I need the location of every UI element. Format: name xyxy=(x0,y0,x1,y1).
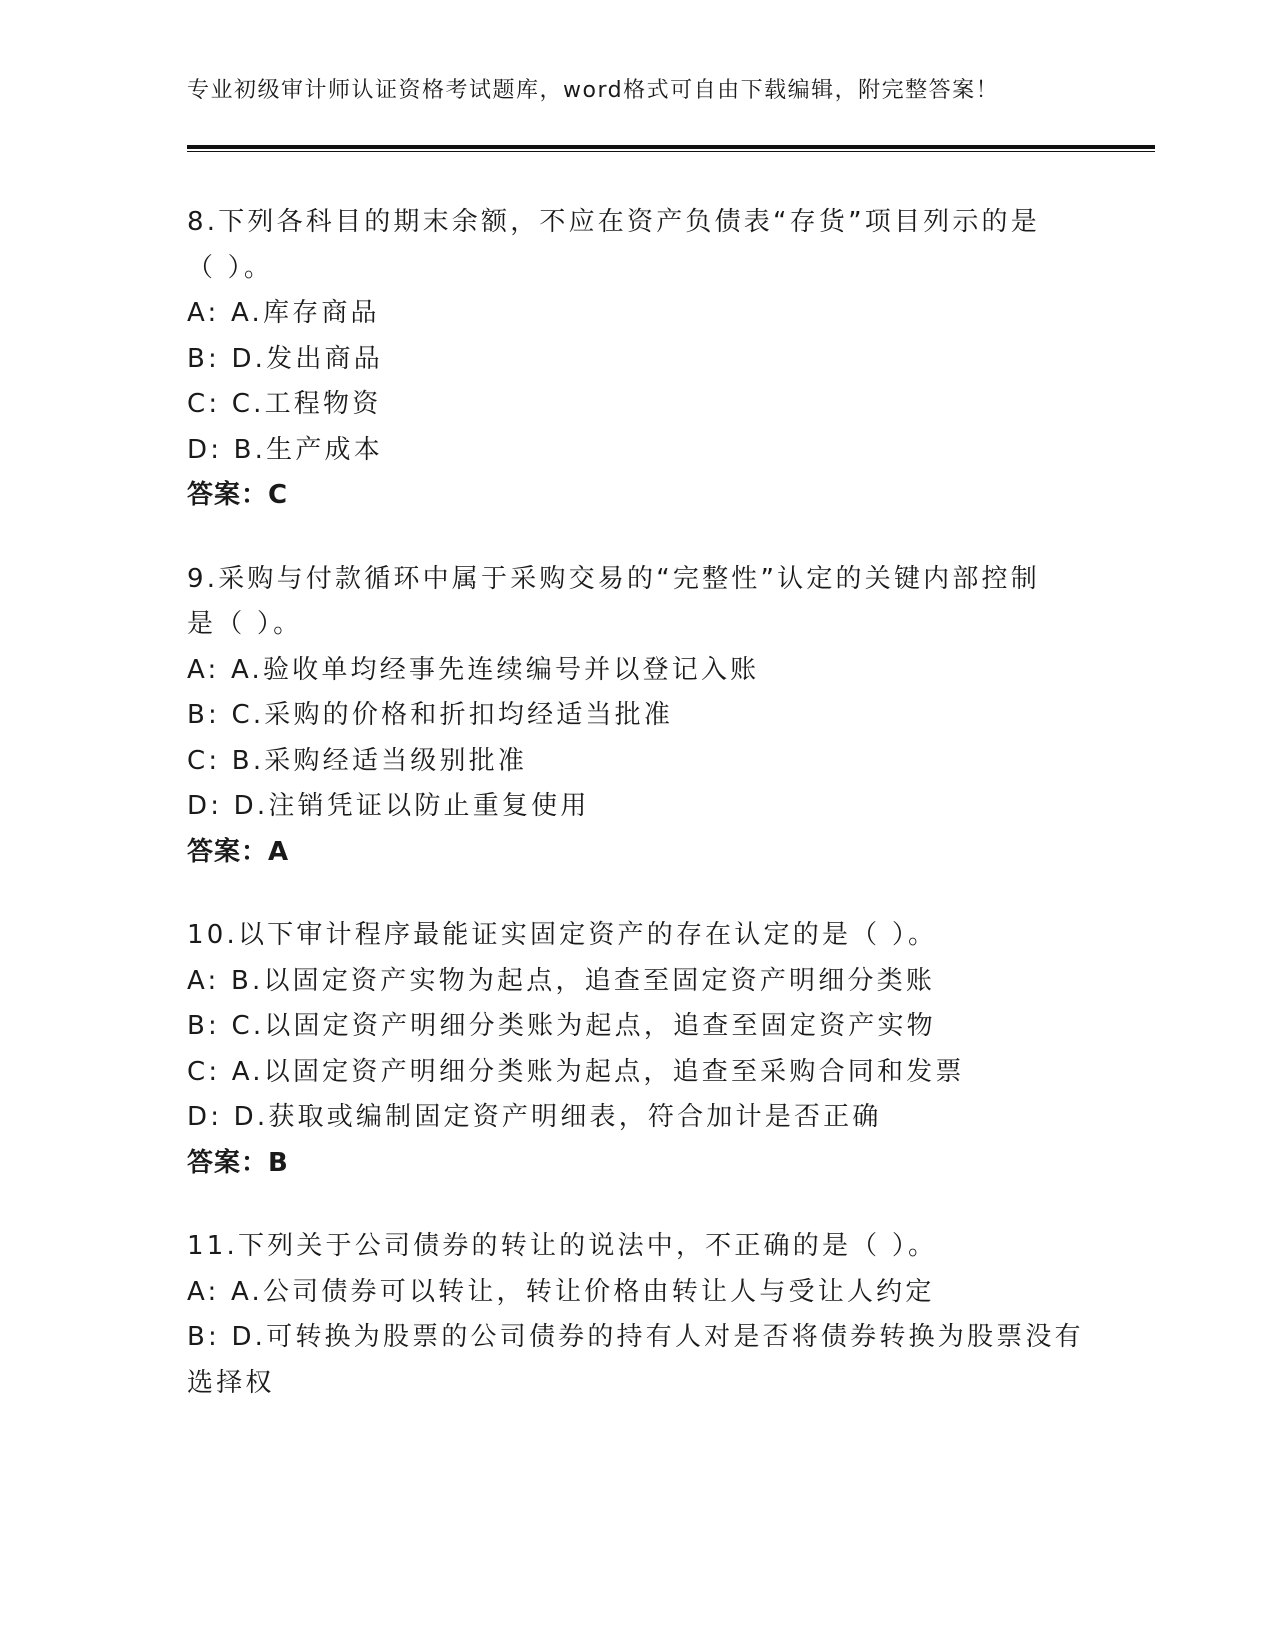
page-header: 专业初级审计师认证资格考试题库，word格式可自由下载编辑，附完整答案！ xyxy=(187,78,1000,103)
question-10 xyxy=(187,913,1087,1186)
option-c: C: C.工程物资 xyxy=(187,389,382,419)
option-b: B: D.可转换为股票的公司债券的持有人对是否将债券转换为股票没有 xyxy=(187,1322,1084,1352)
option-a: A: B.以固定资产实物为起点，追查至固定资产明细分类账 xyxy=(187,965,936,996)
answer: 答案：C xyxy=(187,480,289,510)
option-a: A: A.验收单均经事先连续编号并以登记入账 xyxy=(187,654,760,685)
question-11 xyxy=(187,1224,1087,1406)
option-c: C: A.以固定资产明细分类账为起点，追查至采购合同和发票 xyxy=(187,1056,965,1087)
option-b-continued: 选择权 xyxy=(187,1367,275,1398)
option-b: B: D.发出商品 xyxy=(187,343,383,374)
answer: 答案：A xyxy=(187,836,290,867)
answer: 答案：B xyxy=(187,1147,289,1178)
option-a: A: A.公司债券可以转让，转让价格由转让人与受让人约定 xyxy=(187,1276,935,1307)
option-c: C: B.采购经适当级别批准 xyxy=(187,745,528,776)
question-list xyxy=(187,200,1087,1444)
question-stem: 10.以下审计程序最能证实固定资产的存在认定的是（ ）。 xyxy=(187,920,938,950)
question-stem: 9.采购与付款循环中属于采购交易的“完整性”认定的关键内部控制 xyxy=(187,563,1040,594)
question-8 xyxy=(187,200,1087,519)
header-rule-thick xyxy=(187,145,1155,149)
option-d: D: B.生产成本 xyxy=(187,434,383,465)
question-9 xyxy=(187,557,1087,876)
question-stem: （ ）。 xyxy=(187,252,274,283)
option-d: D: D.获取或编制固定资产明细表，符合加计是否正确 xyxy=(187,1102,882,1132)
option-d: D: D.注销凭证以防止重复使用 xyxy=(187,791,590,821)
option-a: A: A.库存商品 xyxy=(187,298,380,328)
header-rule-thin xyxy=(187,151,1155,152)
question-stem: 是（ ）。 xyxy=(187,609,303,639)
question-stem: 8.下列各科目的期末余额，不应在资产负债表“存货”项目列示的是 xyxy=(187,207,1040,237)
option-b: B: C.采购的价格和折扣均经适当批准 xyxy=(187,700,674,730)
question-stem: 11.下列关于公司债券的转让的说法中，不正确的是（ ）。 xyxy=(187,1231,938,1261)
option-b: B: C.以固定资产明细分类账为起点，追查至固定资产实物 xyxy=(187,1011,936,1041)
